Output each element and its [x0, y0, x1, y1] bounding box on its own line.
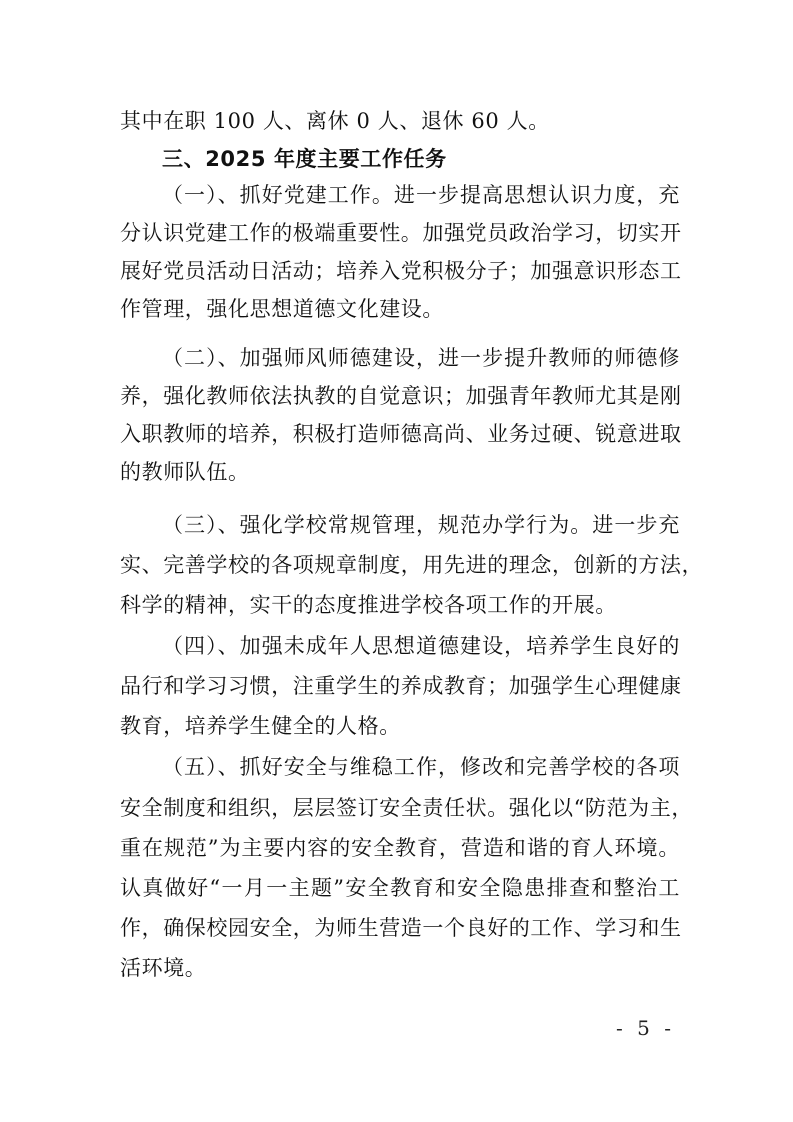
paragraph-5-line-5: 作，确保校园安全，为师生营造一个良好的工作、学习和生	[120, 916, 682, 940]
paragraph-2-line-4: 的教师队伍。	[120, 460, 250, 484]
paragraph-2-line-3: 入职教师的培养，积极打造师德高尚、业务过硬、锐意进取	[120, 422, 682, 446]
paragraph-3-line-1: （三）、强化学校常规管理，规范办学行为。进一步充	[162, 513, 680, 537]
paragraph-5-line-2: 安全制度和组织，层层签订安全责任状。强化以“防范为主，	[120, 796, 693, 820]
paragraph-2-line-1: （二）、加强师风师德建设，进一步提升教师的师德修	[162, 346, 680, 370]
paragraph-5-line-1: （五）、抓好安全与维稳工作，修改和完善学校的各项	[162, 755, 680, 779]
paragraph-1-line-4: 作管理，强化思想道德文化建设。	[120, 297, 444, 321]
paragraph-4-line-1: （四）、加强未成年人思想道德建设，培养学生良好的	[162, 634, 680, 658]
paragraph-2-line-2: 养，强化教师依法执教的自觉意识；加强青年教师尤其是刚	[120, 384, 682, 408]
paragraph-4-line-2: 品行和学习习惯，注重学生的养成教育；加强学生心理健康	[120, 674, 682, 698]
paragraph-5-line-4: 认真做好“一月一主题”安全教育和安全隐患排查和整治工	[120, 876, 680, 900]
paragraph-1-line-3: 展好党员活动日活动；培养入党积极分子；加强意识形态工	[120, 259, 682, 283]
paragraph-3-line-3: 科学的精神，实干的态度推进学校各项工作的开展。	[120, 593, 617, 617]
paragraph-1-line-2: 分认识党建工作的极端重要性。加强党员政治学习，切实开	[120, 221, 682, 245]
section-heading-2025-tasks: 三、2025 年度主要工作任务	[162, 147, 447, 171]
paragraph-1-line-1: （一）、抓好党建工作。进一步提高思想认识力度，充	[162, 183, 680, 207]
text-line-staff-count: 其中在职 100 人、离休 0 人、退休 60 人。	[120, 109, 550, 133]
paragraph-5-line-3: 重在规范”为主要内容的安全教育，营造和谐的育人环境。	[120, 836, 680, 860]
paragraph-3-line-2: 实、完善学校的各项规章制度，用先进的理念，创新的方法，	[120, 553, 704, 577]
paragraph-4-line-3: 教育，培养学生健全的人格。	[120, 714, 401, 738]
paragraph-5-line-6: 活环境。	[120, 956, 207, 980]
page-number: - 5 -	[616, 1016, 675, 1040]
